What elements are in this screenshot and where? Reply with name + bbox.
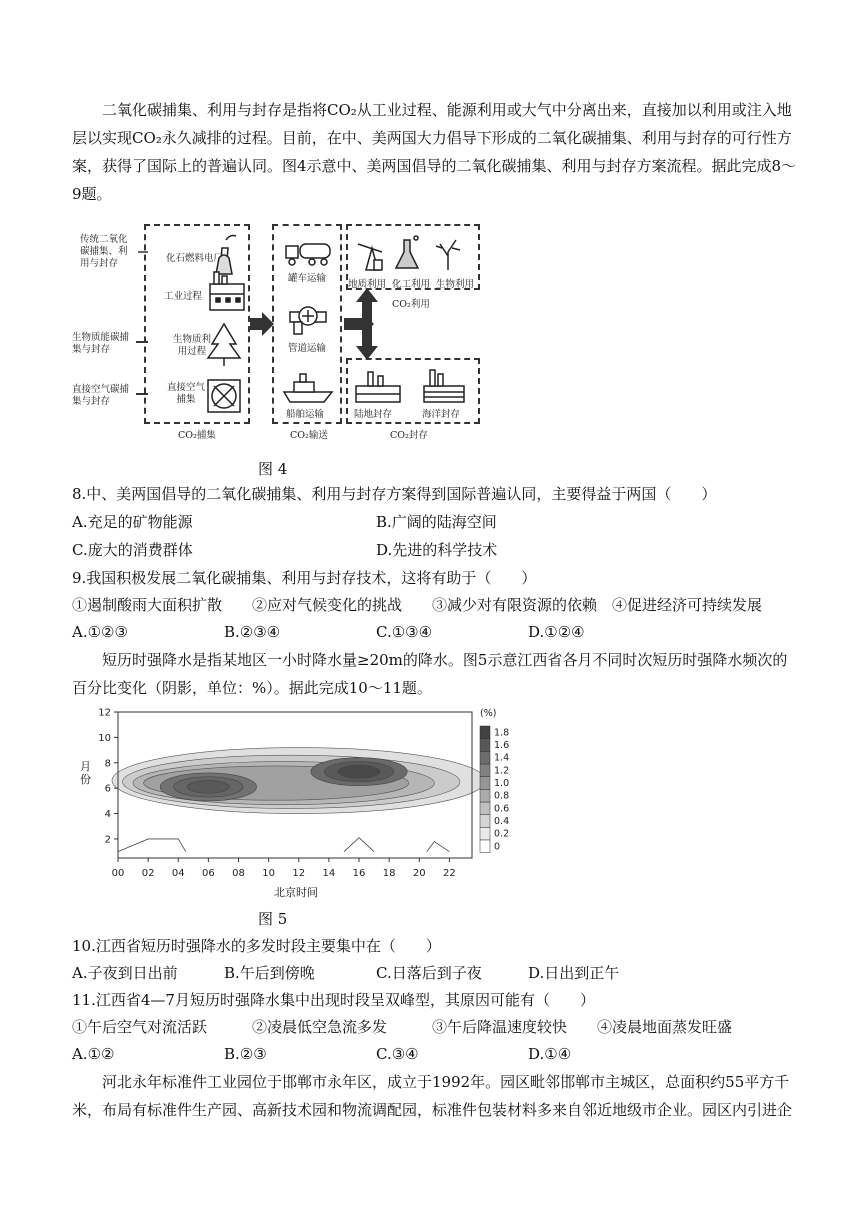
colorbar-tick-4: 0.8 [494, 790, 510, 802]
capture-item-industry: 工业过程 [164, 291, 203, 302]
x-tick-label-9: 18 [382, 868, 396, 879]
q10-option-c[interactable]: C.日落后到子夜 [376, 964, 482, 982]
y-tick-label-1: 4 [104, 809, 111, 821]
transport-item-truck: 罐车运输 [288, 273, 327, 284]
question-11-items: ①午后空气对流活跃 ②凌晨低空急流多发 ③午后降温速度较快 ④凌晨地面蒸发旺盛 [72, 1018, 733, 1036]
colorbar-tick-0: 0 [494, 841, 501, 853]
colorbar-tick-1: 0.2 [494, 828, 510, 840]
intro-paragraph-3: 河北永年标准件工业园位于邯郸市永年区，成立于1992年。园区毗邻邯郸市主城区，总面积约55平方千米，布局有标准件生产园、高新技术园和物流调配园，标准件包装材料多来自邻近地级市企业。园区内引进企 [72, 1073, 793, 1119]
colorbar-segment-7 [480, 739, 490, 752]
q10-option-d[interactable]: D.日出到正午 [528, 964, 620, 982]
q11-option-b[interactable]: B.②③ [224, 1045, 267, 1063]
colorbar-segment-5 [480, 764, 490, 777]
intro-paragraph-2: 短历时强降水是指某地区一小时降水量≥20m的降水。图5示意江西省各月不同时次短历时强降水频次的百分比变化（阴影，单位：%）。据此完成10～11题。 [72, 651, 788, 697]
capture-item-direct-air: 直接空气捕集 [166, 382, 205, 405]
q8-option-d[interactable]: D.先进的科学技术 [376, 541, 498, 559]
x-tick-label-2: 04 [171, 868, 185, 879]
q10-option-a[interactable]: A.子夜到日出前 [72, 964, 178, 982]
capture-item-power-plant: 化石燃料电厂 [166, 253, 224, 264]
colorbar-tick-3: 0.6 [494, 803, 510, 815]
y-axis-label: 月份 [80, 760, 91, 786]
q10-option-b[interactable]: B.午后到傍晚 [224, 964, 315, 982]
x-tick-label-11: 22 [443, 868, 456, 879]
figure-5-caption: 图 5 [258, 910, 288, 928]
colorbar-segment-6 [480, 751, 490, 764]
q9-option-a[interactable]: A.①②③ [72, 623, 128, 641]
x-tick-label-6: 12 [292, 868, 306, 879]
q11-option-d[interactable]: D.①④ [528, 1045, 572, 1063]
q8-option-b[interactable]: B.广阔的陆海空间 [376, 513, 497, 531]
x-tick-label-7: 14 [322, 868, 336, 879]
colorbar-segment-base [480, 840, 490, 853]
transport-item-ship: 船舶运输 [286, 409, 325, 420]
peak-0-ring-2 [187, 781, 229, 794]
use-item-geo: 地质利用 [348, 279, 387, 290]
figure-5-chart [78, 700, 518, 900]
question-10-stem: 10.江西省短历时强降水的多发时段主要集中在（ ） [72, 937, 441, 955]
q9-option-d[interactable]: D.①②④ [528, 623, 585, 641]
question-11-stem: 11.江西省4—7月短历时强降水集中出现时段呈双峰型，其原因可能有（ ） [72, 991, 595, 1009]
capture-item-biomass: 生物质利用过程 [172, 334, 211, 357]
transport-title: CO₂输送 [290, 430, 328, 441]
x-tick-label-1: 02 [141, 868, 155, 879]
colorbar-tick-5: 1.0 [494, 778, 510, 789]
peak-1-ring-2 [338, 765, 380, 778]
x-tick-label-8: 16 [352, 868, 366, 879]
colorbar-tick-7: 1.4 [494, 752, 510, 764]
question-9-items: ①遏制酸雨大面积扩散 ②应对气候变化的挑战 ③减少对有限资源的依赖 ④促进经济可持续发展 [72, 596, 763, 614]
colorbar-segment-0 [480, 827, 490, 840]
x-axis-label: 北京时间 [274, 886, 318, 899]
q8-option-a[interactable]: A.充足的矿物能源 [72, 513, 193, 531]
colorbar-unit: (%) [480, 708, 497, 719]
x-tick-label-10: 20 [412, 868, 426, 879]
q9-option-c[interactable]: C.①③④ [376, 623, 433, 641]
intro-paragraph-1: 二氧化碳捕集、利用与封存是指将CO₂从工业过程、能源利用或大气中分离出来，直接加以利用或注入地层以实现CO₂永久减排的过程。目前，在中、美两国大力倡导下形成的二氧化碳捕集、利用与封存的可行性方案，获得了国际上的普遍认同。图4示意中、美两国倡导的二氧化碳捕集、利用与封存方案流程。据此完成8～9题。 [72, 101, 797, 203]
x-tick-label-5: 10 [262, 868, 276, 879]
y-tick-label-2: 6 [104, 783, 111, 795]
colorbar-segment-2 [480, 802, 490, 815]
y-tick-label-4: 10 [98, 732, 111, 744]
use-item-bio: 生物利用 [436, 279, 475, 290]
transport-box [272, 224, 342, 424]
figure-4-diagram [72, 222, 486, 442]
question-8-stem: 8.中、美两国倡导的二氧化碳捕集、利用与封存方案得到国际普遍认同，主要得益于两国（ ） [72, 485, 717, 503]
use-item-chem: 化工利用 [392, 279, 431, 290]
storage-title: CO₂封存 [390, 430, 428, 441]
transport-item-pipe: 管道运输 [288, 343, 327, 354]
precipitation-heatmap [78, 700, 518, 900]
use-title: CO₂利用 [392, 299, 430, 310]
q11-option-c[interactable]: C.③④ [376, 1045, 419, 1063]
left-label-direct-air: 直接空气碳捕集与封存 [72, 384, 130, 407]
colorbar-tick-2: 0.4 [494, 816, 510, 827]
x-tick-label-3: 06 [202, 868, 215, 879]
colorbar-segment-3 [480, 789, 490, 802]
y-tick-label-3: 8 [104, 758, 111, 770]
q8-option-c[interactable]: C.庞大的消费群体 [72, 541, 193, 559]
storage-item-land: 陆地封存 [354, 409, 393, 420]
colorbar-segment-1 [480, 815, 490, 828]
left-label-bioenergy: 生物质能碳捕集与封存 [72, 332, 130, 355]
colorbar-tick-6: 1.2 [494, 765, 510, 777]
figure-4-caption: 图 4 [258, 460, 288, 478]
colorbar-segment-8 [480, 726, 490, 739]
x-tick-label-0: 00 [111, 868, 125, 879]
colorbar-segment-4 [480, 777, 490, 790]
colorbar-tick-9: 1.8 [494, 727, 510, 739]
question-9-stem: 9.我国积极发展二氧化碳捕集、利用与封存技术，这将有助于（ ） [72, 569, 537, 587]
x-tick-label-4: 08 [232, 868, 245, 879]
capture-title: CO₂捕集 [178, 430, 216, 441]
y-tick-label-5: 12 [98, 707, 111, 719]
left-label-traditional: 传统二氧化碳捕集、利用与封存 [80, 234, 128, 269]
q9-option-b[interactable]: B.②③④ [224, 623, 281, 641]
q11-option-a[interactable]: A.①② [72, 1045, 115, 1063]
y-tick-label-0: 2 [104, 834, 111, 846]
storage-item-ocean: 海洋封存 [422, 409, 461, 420]
colorbar-tick-8: 1.6 [494, 740, 510, 751]
